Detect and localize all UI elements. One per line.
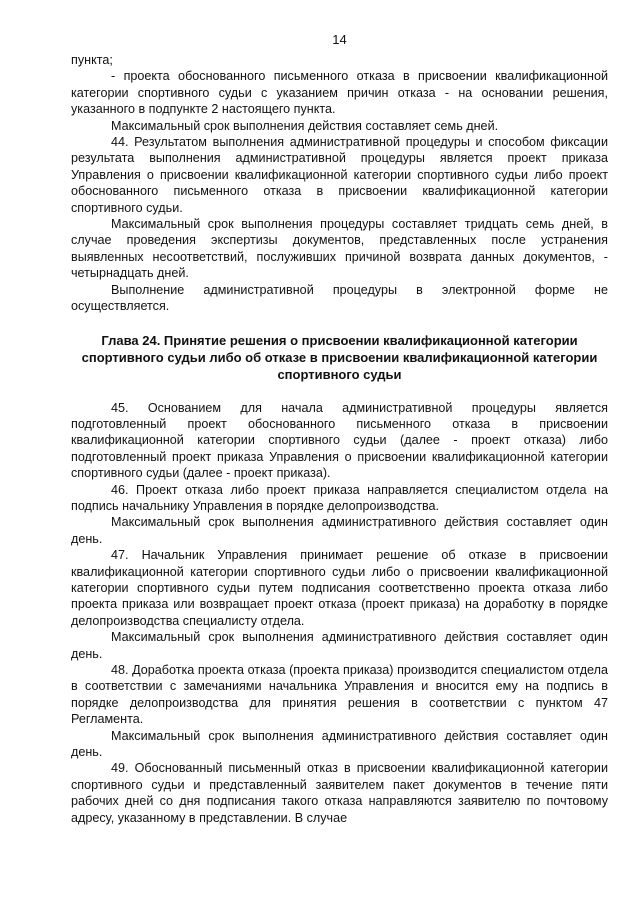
paragraph: - проекта обоснованного письменного отказа в присвоении квалификационной категории спортивного судьи с указанием причин отказа - на основании решения, указанного в подпункте 2 настоящего пункта. <box>71 69 608 117</box>
paragraph: Максимальный срок выполнения административного действия составляет один день. <box>71 515 608 546</box>
paragraph: Максимальный срок выполнения административного действия составляет один день. <box>71 728 608 760</box>
page-number: 14 <box>332 32 347 47</box>
paragraph: Максимальный срок выполнения процедуры составляет тридцать семь дней, в случае проведения экспертизы документов, представленных после устранения выявленных несоответствий, послуживших причиной возврата данных документов, - четырнадцать дней. <box>71 217 608 281</box>
paragraph: Выполнение административной процедуры в электронной форме не осуществляется. <box>71 282 608 314</box>
paragraph: 46. Проект отказа либо проект приказа направляется специалистом отдела на подпись начальнику Управления в порядке делопроизводства. <box>71 482 608 513</box>
paragraph: 48. Доработка проекта отказа (проекта приказа) производится специалистом отдела в соответствии с замечаниями начальника Управления и вносится ему на подпись в порядке делопроизводства для принятия решения в соответствии с пунктом 47 Регламента. <box>71 663 608 727</box>
paragraph: 44. Результатом выполнения административной процедуры и способом фиксации результата выполнения административной процедуры является проект приказа Управления о присвоении квалификационной категории спортивного судьи либо проект обоснованного письменного отказа в присвоении квалификационной категории спортивного судьи. <box>71 135 608 215</box>
paragraph: пункта; <box>71 53 113 67</box>
paragraph: Максимальный срок выполнения действия составляет семь дней. <box>111 118 499 133</box>
paragraph: Максимальный срок выполнения административного действия составляет один день. <box>71 630 608 661</box>
chapter-title: Глава 24. Принятие решения о присвоении квалификационной категории спортивного судьи либо об отказе в присвоении квалификационной категории спортивного судьи <box>81 332 598 382</box>
paragraph: 47. Начальник Управления принимает решение об отказе в присвоении квалификационной категории спортивного судьи либо о присвоении квалификационной категории спортивного судьи путем подписания соответственно проекта отказа либо проекта приказа или возвращает проект отказа (проект приказа) на доработку в порядке делопроизводства специалисту отдела. <box>71 548 608 628</box>
paragraph: 45. Основанием для начала административной процедуры является подготовленный проект обоснованного письменного отказа в присвоении квалификационной категории спортивного судьи (далее - проект отказа) либо подготовленный проект приказа Управления о присвоении квалификационной категории спортивного судьи (далее - проект приказа). <box>71 400 608 481</box>
paragraph: 49. Обоснованный письменный отказ в присвоении квалификационной категории спортивного судьи и представленный заявителем пакет документов в течение пяти рабочих дней со дня подписания такого отказа направляются заявителю по почтовому адресу, указанному в представлении. В случае <box>71 761 608 825</box>
